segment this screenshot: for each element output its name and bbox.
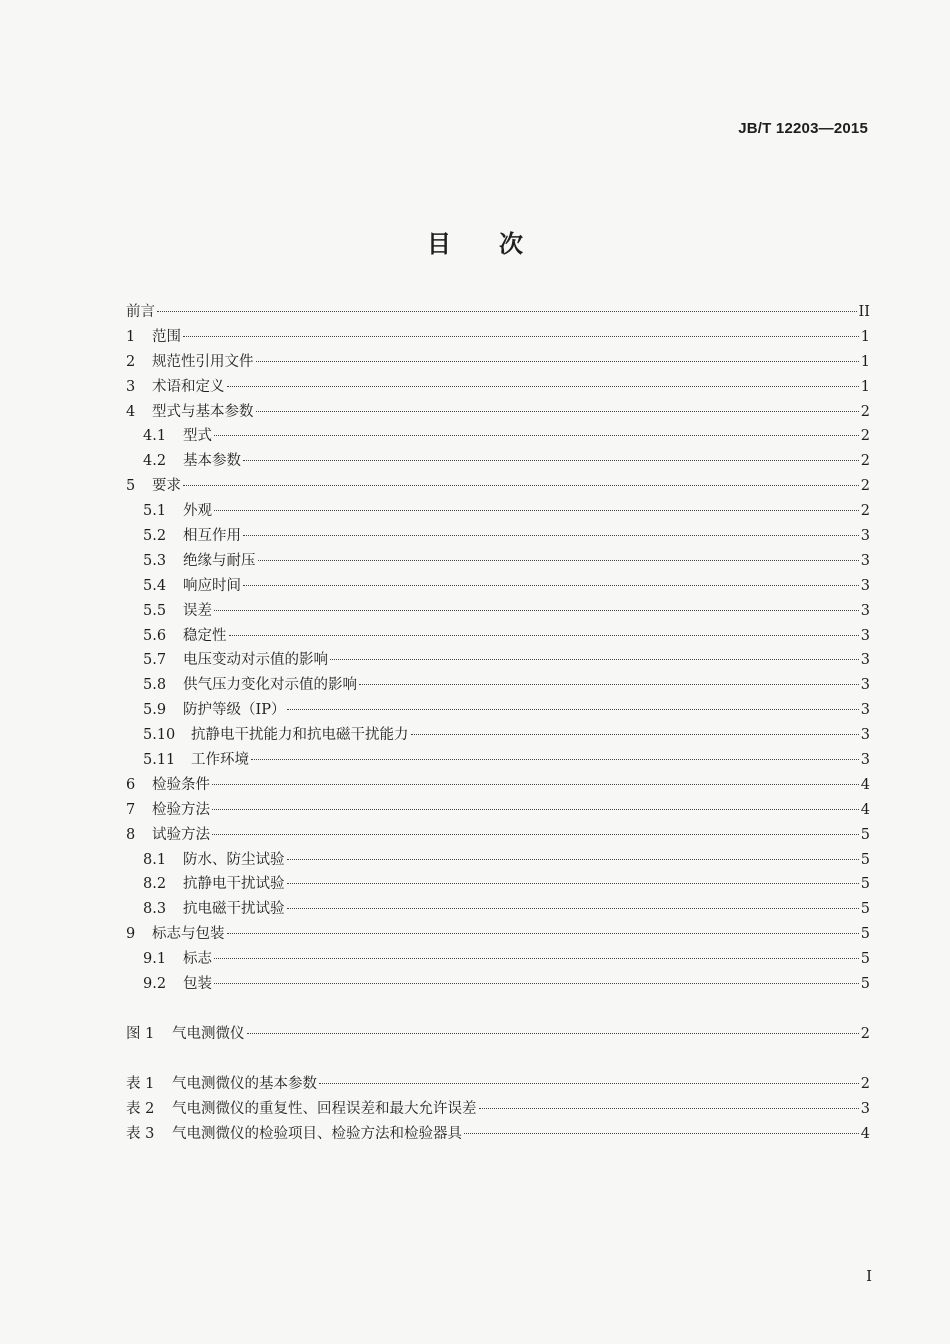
toc-entry-page: II bbox=[858, 304, 870, 320]
dot-leader bbox=[256, 411, 859, 412]
toc-entry-page: 2 bbox=[860, 478, 870, 495]
toc-entry-page: 3 bbox=[860, 627, 870, 644]
toc-entry-label: 绝缘与耐压 bbox=[183, 552, 256, 569]
toc-entry[interactable] bbox=[126, 823, 870, 848]
toc-entry-page: 2 bbox=[860, 428, 870, 445]
dot-leader bbox=[359, 684, 859, 685]
toc-entry-page: 3 bbox=[860, 602, 870, 619]
toc-entry-label: 防护等级（IP） bbox=[183, 702, 286, 719]
toc-entry-number: 5 bbox=[126, 478, 136, 495]
toc-entry-page: 2 bbox=[860, 503, 870, 520]
toc-entry[interactable] bbox=[126, 574, 870, 599]
toc-entry-number: 5.1 bbox=[143, 503, 167, 520]
dot-leader bbox=[330, 659, 859, 660]
toc-main-list bbox=[126, 300, 870, 997]
toc-entry[interactable] bbox=[126, 499, 870, 524]
toc-entry[interactable] bbox=[126, 698, 870, 723]
toc-entry-label: 气电测微仪的检验项目、检验方法和检验器具 bbox=[172, 1125, 462, 1142]
dot-leader bbox=[183, 336, 859, 337]
toc-entry-number: 9.2 bbox=[143, 976, 167, 993]
toc-entry[interactable] bbox=[126, 599, 870, 624]
dot-leader bbox=[287, 859, 859, 860]
toc-entry-number: 5.4 bbox=[143, 577, 167, 594]
toc-entry[interactable] bbox=[126, 350, 870, 375]
dot-leader bbox=[227, 933, 859, 934]
toc-entry-label: 规范性引用文件 bbox=[152, 353, 254, 370]
dot-leader bbox=[214, 983, 859, 984]
toc-entry-page: 5 bbox=[860, 926, 870, 943]
toc-entry[interactable] bbox=[126, 798, 870, 823]
dot-leader bbox=[319, 1083, 859, 1084]
dot-leader bbox=[227, 386, 859, 387]
toc-entry[interactable] bbox=[126, 449, 870, 474]
toc-entry[interactable] bbox=[126, 524, 870, 549]
dot-leader bbox=[157, 311, 857, 312]
toc-entry-page: 4 bbox=[860, 1125, 870, 1142]
toc-figure-list bbox=[126, 1022, 870, 1047]
toc-entry-page: 3 bbox=[860, 1100, 870, 1117]
toc-entry-label: 响应时间 bbox=[183, 577, 241, 594]
toc-entry-number: 8.3 bbox=[143, 901, 167, 918]
toc-entry-number: 图 1 bbox=[126, 1025, 155, 1042]
toc-entry-page: 3 bbox=[860, 652, 870, 669]
toc-entry-number: 5.10 bbox=[143, 727, 176, 744]
toc-entry-label: 前言 bbox=[126, 304, 155, 320]
toc-entry[interactable] bbox=[126, 300, 870, 325]
toc-entry[interactable] bbox=[126, 872, 870, 897]
toc-entry[interactable] bbox=[126, 424, 870, 449]
dot-leader bbox=[214, 435, 859, 436]
dot-leader bbox=[183, 485, 859, 486]
toc-entry[interactable] bbox=[126, 648, 870, 673]
toc-entry-label: 抗静电干扰能力和抗电磁干扰能力 bbox=[191, 727, 409, 744]
toc-entry-page: 3 bbox=[860, 752, 870, 769]
toc-entry-label: 抗静电干扰试验 bbox=[183, 876, 285, 893]
toc-entry-page: 5 bbox=[860, 976, 870, 993]
toc-entry[interactable] bbox=[126, 400, 870, 425]
toc-entry[interactable] bbox=[126, 1097, 870, 1122]
toc-entry-page: 4 bbox=[860, 776, 870, 793]
toc-entry-number: 7 bbox=[126, 801, 136, 818]
dot-leader bbox=[243, 585, 859, 586]
toc-entry[interactable] bbox=[126, 673, 870, 698]
toc-entry[interactable] bbox=[126, 922, 870, 947]
toc-entry-number: 5.8 bbox=[143, 677, 167, 694]
toc-entry-number: 5.7 bbox=[143, 652, 167, 669]
toc-entry[interactable] bbox=[126, 325, 870, 350]
page-number: I bbox=[866, 1267, 872, 1285]
toc-entry-page: 2 bbox=[860, 453, 870, 470]
toc-entry-number: 8 bbox=[126, 826, 136, 843]
dot-leader bbox=[247, 1033, 859, 1034]
page-title: 目 次 bbox=[427, 229, 523, 258]
toc-entry[interactable] bbox=[126, 972, 870, 997]
toc-entry[interactable] bbox=[126, 549, 870, 574]
toc-entry[interactable] bbox=[126, 1022, 870, 1047]
toc-entry-page: 1 bbox=[860, 328, 870, 345]
dot-leader bbox=[243, 460, 859, 461]
toc-entry[interactable] bbox=[126, 474, 870, 499]
toc-entry-page: 3 bbox=[860, 677, 870, 694]
toc-entry[interactable] bbox=[126, 897, 870, 922]
dot-leader bbox=[479, 1108, 859, 1109]
toc-entry-label: 范围 bbox=[152, 328, 181, 345]
toc-table-list bbox=[126, 1072, 870, 1147]
toc-entry-label: 术语和定义 bbox=[152, 378, 225, 395]
dot-leader bbox=[251, 759, 859, 760]
toc-entry-page: 3 bbox=[860, 528, 870, 545]
dot-leader bbox=[214, 510, 859, 511]
toc-entry-label: 误差 bbox=[183, 602, 212, 619]
toc-entry-label: 供气压力变化对示值的影响 bbox=[183, 677, 357, 694]
dot-leader bbox=[287, 709, 858, 710]
toc-entry-page: 2 bbox=[860, 403, 870, 420]
toc-entry-label: 标志 bbox=[183, 951, 212, 968]
toc-entry[interactable] bbox=[126, 748, 870, 773]
toc-entry[interactable] bbox=[126, 848, 870, 873]
toc-entry-number: 5.11 bbox=[143, 752, 176, 769]
dot-leader bbox=[212, 809, 859, 810]
dot-leader bbox=[464, 1133, 859, 1134]
toc-entry-number: 4.2 bbox=[143, 453, 167, 470]
toc-entry[interactable] bbox=[126, 1072, 870, 1097]
toc-entry-number: 9.1 bbox=[143, 951, 167, 968]
dot-leader bbox=[287, 908, 859, 909]
toc-entry-page: 3 bbox=[860, 702, 870, 719]
toc-entry-label: 标志与包装 bbox=[152, 926, 225, 943]
toc-entry-label: 稳定性 bbox=[183, 627, 227, 644]
toc-entry-number: 5.9 bbox=[143, 702, 167, 719]
toc-entry-page: 5 bbox=[860, 876, 870, 893]
toc-entry-page: 4 bbox=[860, 801, 870, 818]
toc-entry-number: 8.2 bbox=[143, 876, 167, 893]
toc-entry-number: 4 bbox=[126, 403, 136, 420]
toc-entry-page: 5 bbox=[860, 826, 870, 843]
toc-entry-number: 6 bbox=[126, 776, 136, 793]
toc-entry-label: 气电测微仪的重复性、回程误差和最大允许误差 bbox=[172, 1100, 477, 1117]
toc-entry-page: 3 bbox=[860, 552, 870, 569]
toc-entry-label: 检验方法 bbox=[152, 801, 210, 818]
toc-entry[interactable] bbox=[126, 773, 870, 798]
toc-entry-label: 气电测微仪的基本参数 bbox=[172, 1075, 317, 1092]
toc-entry-page: 5 bbox=[860, 951, 870, 968]
dot-leader bbox=[214, 610, 859, 611]
toc-entry-number: 8.1 bbox=[143, 851, 167, 868]
toc-entry-page: 5 bbox=[860, 901, 870, 918]
toc-entry-number: 5.2 bbox=[143, 528, 167, 545]
toc-entry-number: 表 2 bbox=[126, 1100, 155, 1117]
standard-number: JB/T 12203—2015 bbox=[738, 120, 868, 137]
toc-entry-label: 抗电磁干扰试验 bbox=[183, 901, 285, 918]
table-of-contents bbox=[126, 300, 870, 1147]
toc-entry-label: 检验条件 bbox=[152, 776, 210, 793]
dot-leader bbox=[411, 734, 859, 735]
toc-entry-page: 3 bbox=[860, 727, 870, 744]
dot-leader bbox=[258, 560, 859, 561]
toc-entry-label: 相互作用 bbox=[183, 528, 241, 545]
toc-entry[interactable] bbox=[126, 624, 870, 649]
toc-entry[interactable] bbox=[126, 723, 870, 748]
toc-entry-label: 工作环境 bbox=[191, 752, 249, 769]
toc-entry-page: 1 bbox=[860, 378, 870, 395]
toc-entry-page: 5 bbox=[860, 851, 870, 868]
toc-entry-label: 要求 bbox=[152, 478, 181, 495]
toc-entry-page: 2 bbox=[860, 1075, 870, 1092]
dot-leader bbox=[287, 883, 859, 884]
dot-leader bbox=[229, 635, 859, 636]
dot-leader bbox=[243, 535, 859, 536]
toc-entry-number: 4.1 bbox=[143, 428, 167, 445]
toc-entry-number: 5.5 bbox=[143, 602, 167, 619]
toc-entry-label: 电压变动对示值的影响 bbox=[183, 652, 328, 669]
toc-entry-number: 1 bbox=[126, 328, 136, 345]
toc-entry[interactable] bbox=[126, 947, 870, 972]
toc-entry-number: 9 bbox=[126, 926, 136, 943]
toc-entry-number: 表 3 bbox=[126, 1125, 155, 1142]
toc-entry-label: 防水、防尘试验 bbox=[183, 851, 285, 868]
toc-entry-page: 2 bbox=[860, 1025, 870, 1042]
toc-entry[interactable] bbox=[126, 375, 870, 400]
toc-entry-label: 外观 bbox=[183, 503, 212, 520]
dot-leader bbox=[212, 834, 859, 835]
toc-entry-label: 试验方法 bbox=[152, 826, 210, 843]
toc-entry-number: 2 bbox=[126, 353, 136, 370]
toc-entry-label: 型式 bbox=[183, 428, 212, 445]
toc-entry[interactable] bbox=[126, 1122, 870, 1147]
toc-entry-label: 型式与基本参数 bbox=[152, 403, 254, 420]
toc-entry-number: 5.3 bbox=[143, 552, 167, 569]
toc-entry-page: 1 bbox=[860, 353, 870, 370]
dot-leader bbox=[256, 361, 859, 362]
toc-entry-page: 3 bbox=[860, 577, 870, 594]
toc-entry-label: 基本参数 bbox=[183, 453, 241, 470]
toc-entry-label: 气电测微仪 bbox=[172, 1025, 245, 1042]
toc-entry-label: 包装 bbox=[183, 976, 212, 993]
dot-leader bbox=[212, 784, 859, 785]
toc-entry-number: 表 1 bbox=[126, 1075, 155, 1092]
toc-entry-number: 5.6 bbox=[143, 627, 167, 644]
dot-leader bbox=[214, 958, 859, 959]
toc-entry-number: 3 bbox=[126, 378, 136, 395]
